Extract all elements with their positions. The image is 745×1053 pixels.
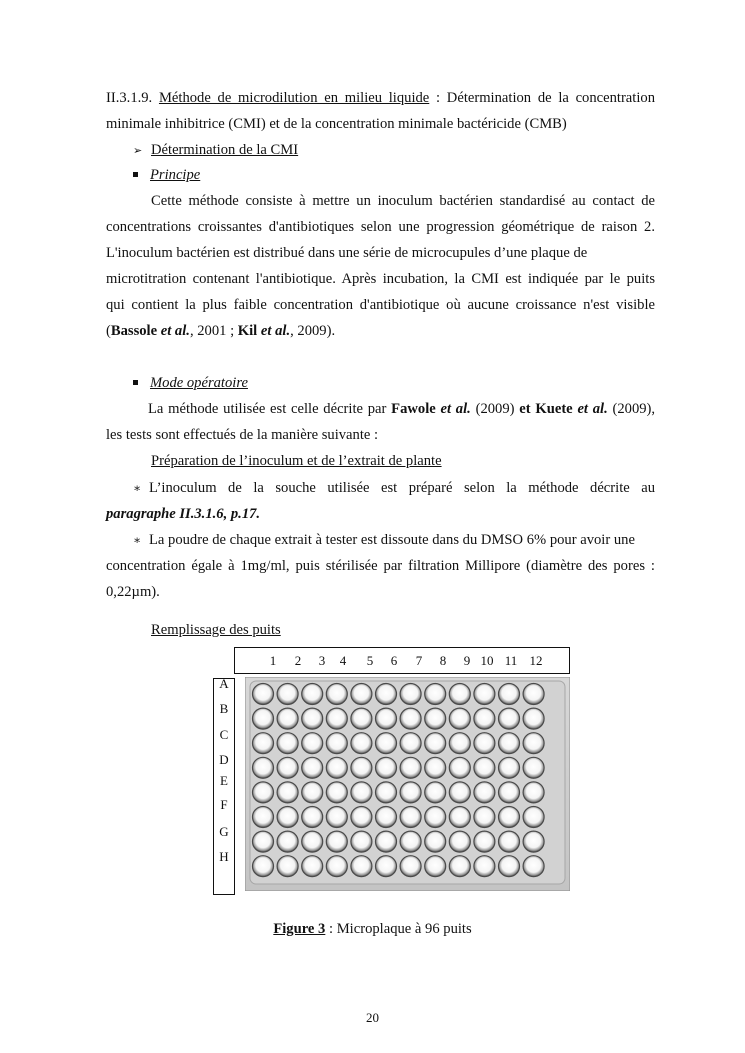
plate-well (499, 684, 520, 705)
plate-well (351, 856, 372, 877)
cmi-heading: ➢ Détermination de la CMI (133, 142, 299, 158)
plate-well (499, 782, 520, 803)
principe-line-5: qui contient la plus faible concentration d'antibiotique où aucune croissance n'est visible (106, 297, 655, 313)
plate-well (425, 856, 446, 877)
mode-heading: Mode opératoire (133, 374, 682, 392)
plate-well (326, 757, 347, 778)
plate-well (400, 856, 421, 877)
item2-line1: ∗ La poudre de chaque extrait à tester est dissoute dans du DMSO 6% pour avoir une (133, 532, 635, 548)
row-label: H (219, 849, 229, 864)
plate-well (253, 831, 274, 852)
plate-well (474, 856, 495, 877)
plate-well (425, 807, 446, 828)
plate-well (499, 757, 520, 778)
plate-well (449, 757, 470, 778)
plate-well (474, 684, 495, 705)
plate-well (253, 807, 274, 828)
column-label: 6 (390, 653, 398, 668)
plate-well (400, 708, 421, 729)
plate-well (474, 831, 495, 852)
microplate-image (245, 677, 570, 891)
plate-well (449, 831, 470, 852)
figure-label: Figure 3 (273, 921, 326, 937)
plate-well (449, 782, 470, 803)
row-label: G (219, 824, 229, 839)
plate-well (449, 708, 470, 729)
citation-author: Bassole (110, 323, 158, 339)
plate-well (523, 831, 544, 852)
page-number: 20 (366, 1010, 379, 1025)
plate-well (302, 856, 323, 877)
fill-heading: Remplissage des puits (151, 622, 281, 638)
plate-well (400, 757, 421, 778)
plate-well (425, 757, 446, 778)
plate-well (326, 733, 347, 754)
plate-well (400, 831, 421, 852)
plate-well (326, 708, 347, 729)
plate-well (326, 684, 347, 705)
mode-line-2: les tests sont effectués de la manière suivante : (106, 427, 379, 443)
plate-well (277, 757, 298, 778)
principe-line-4: microtitration contenant l'antibiotique. Après incubation, la CMI est indiquée par le puits (106, 271, 655, 287)
mode-line-1: La méthode utilisée est celle décrite par Fawole et al. (2009) et Kuete et al. (2009), (148, 401, 656, 417)
principe-heading: Principe (133, 166, 682, 184)
plate-well (499, 807, 520, 828)
plate-well (400, 807, 421, 828)
row-label: F (220, 797, 228, 812)
plate-well (351, 733, 372, 754)
plate-well (425, 733, 446, 754)
section-heading (106, 89, 655, 107)
principe-citation: (Bassole et al., 2001 ; Kil et al., 2009). (106, 323, 336, 339)
column-label: 5 (366, 653, 374, 668)
prep-heading: Préparation de l’inoculum et de l’extrait de plante (151, 453, 442, 469)
plate-well (499, 733, 520, 754)
plate-well (376, 757, 397, 778)
plate-well (474, 757, 495, 778)
arrow-bullet-icon: ➢ (133, 145, 143, 157)
item2-line2: concentration égale à 1mg/ml, puis stérilisée par filtration Millipore (diamètre des pores : (106, 558, 655, 574)
square-bullet-icon (133, 380, 138, 385)
plate-well (499, 856, 520, 877)
plate-well (400, 782, 421, 803)
plate-well (253, 757, 274, 778)
plate-well (351, 782, 372, 803)
plate-well (474, 708, 495, 729)
principe-line-3: L'inoculum bactérien est distribué dans une série de microcupules d’une plaque de (106, 245, 588, 261)
plate-well (474, 807, 495, 828)
figure-caption-text: : Microplaque à 96 puits (325, 921, 472, 937)
plate-well (499, 831, 520, 852)
column-label: 4 (339, 653, 347, 668)
plate-well (277, 831, 298, 852)
plate-well (376, 782, 397, 803)
item2-line3: 0,22µm). (106, 584, 160, 600)
plate-well (499, 708, 520, 729)
plate-well (351, 708, 372, 729)
row-labels (213, 678, 235, 895)
plate-well (523, 684, 544, 705)
row-label: E (220, 773, 228, 788)
plate-well (277, 782, 298, 803)
plate-well (425, 831, 446, 852)
section-title: Méthode de microdilution en milieu liquide (158, 90, 430, 106)
plate-well (326, 831, 347, 852)
plate-well (425, 782, 446, 803)
row-label: A (219, 676, 229, 691)
plate-well (351, 831, 372, 852)
column-label: 2 (294, 653, 302, 668)
plate-well (277, 708, 298, 729)
column-label: 8 (439, 653, 447, 668)
plate-well (326, 856, 347, 877)
plate-well (253, 708, 274, 729)
plate-well (523, 757, 544, 778)
plate-well (474, 733, 495, 754)
row-label: D (219, 752, 229, 767)
section-subtitle-line2: minimale inhibitrice (CMI) et de la concentration minimale bactéricide (CMB) (106, 116, 567, 132)
plate-well (277, 856, 298, 877)
plate-well (302, 733, 323, 754)
plate-well (523, 733, 544, 754)
plate-well (376, 856, 397, 877)
plate-well (277, 684, 298, 705)
plate-well (449, 733, 470, 754)
plate-well (449, 684, 470, 705)
plate-well (449, 807, 470, 828)
plate-well (376, 684, 397, 705)
plate-well (376, 708, 397, 729)
plate-well (523, 708, 544, 729)
section-subtitle: : Détermination de la concentration (436, 90, 655, 106)
plate-well (523, 782, 544, 803)
asterisk-bullet-icon: ∗ (133, 533, 142, 547)
plate-well (351, 757, 372, 778)
row-label: C (219, 727, 229, 742)
column-label: 9 (463, 653, 471, 668)
item1-line1: ∗ L’inoculum de la souche utilisée est préparé selon la méthode décrite au (133, 480, 655, 496)
plate-well (351, 684, 372, 705)
plate-well (302, 807, 323, 828)
column-label: 10 (480, 653, 494, 668)
citation-author: Kil (237, 323, 258, 339)
plate-well (351, 807, 372, 828)
section-number: II.3.1.9. (106, 90, 153, 106)
principe-line-1: Cette méthode consiste à mettre un inoculum bactérien standardisé au contact de (151, 193, 655, 209)
plate-well (277, 733, 298, 754)
figure-caption (0, 920, 745, 938)
plate-well (302, 757, 323, 778)
plate-well (302, 831, 323, 852)
plate-well (302, 684, 323, 705)
column-label: 12 (529, 653, 543, 668)
plate-well (474, 782, 495, 803)
asterisk-bullet-icon: ∗ (133, 481, 142, 495)
plate-well (253, 684, 274, 705)
plate-well (302, 782, 323, 803)
plate-well (326, 782, 347, 803)
plate-well (253, 782, 274, 803)
plate-well (326, 807, 347, 828)
plate-well (302, 708, 323, 729)
plate-well (277, 807, 298, 828)
plate-well (400, 684, 421, 705)
plate-well (376, 807, 397, 828)
column-labels (234, 647, 570, 674)
plate-well (449, 856, 470, 877)
plate-well (523, 807, 544, 828)
microplate-figure (213, 647, 571, 895)
plate-well (523, 856, 544, 877)
plate-well (253, 856, 274, 877)
column-label: 3 (318, 653, 326, 668)
column-label: 11 (504, 653, 518, 668)
item1-line2: paragraphe II.3.1.6, p.17. (106, 506, 261, 522)
square-bullet-icon (133, 172, 138, 177)
column-label: 1 (269, 653, 277, 668)
principe-line-2: concentrations croissantes d'antibiotiques selon une progression géométrique de raison 2. (106, 219, 655, 235)
column-label: 7 (415, 653, 423, 668)
plate-well (425, 684, 446, 705)
plate-well (400, 733, 421, 754)
plate-well (425, 708, 446, 729)
plate-well (376, 733, 397, 754)
plate-well (253, 733, 274, 754)
plate-well (376, 831, 397, 852)
row-label: B (219, 701, 229, 716)
